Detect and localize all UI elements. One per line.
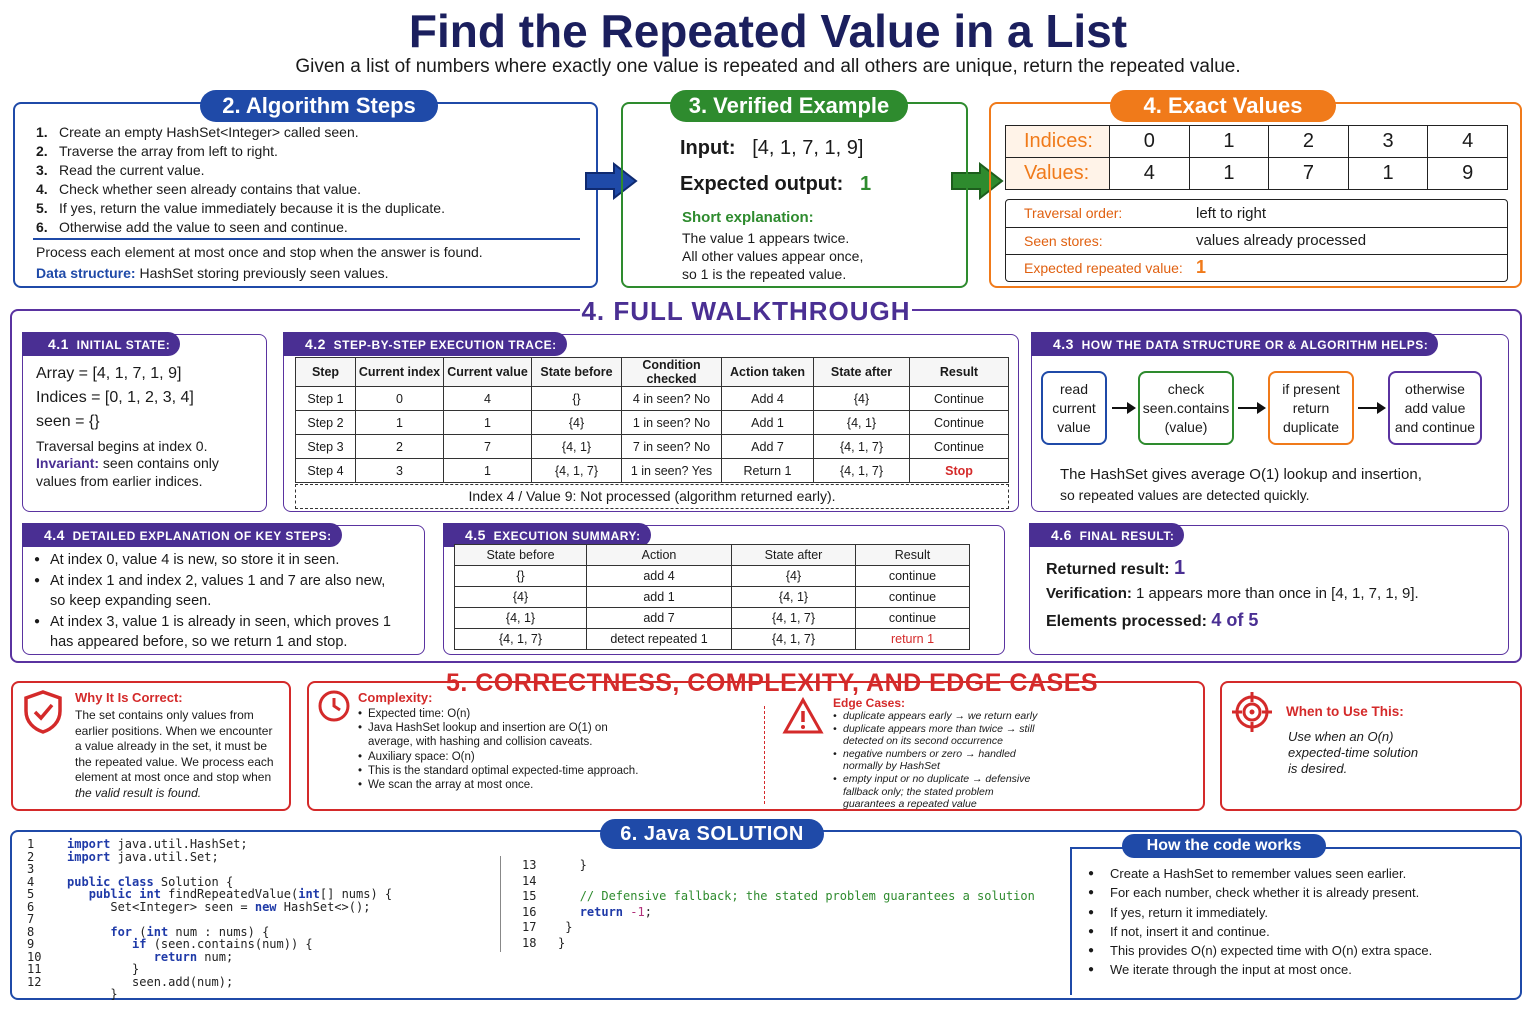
complexity-list: [358, 707, 650, 792]
complexity-title: Complexity:: [358, 690, 433, 705]
table-row: Step 1 0 4 {} 4 in seen? No Add 4 {4} Continue: [296, 387, 1009, 411]
values-label: Values:: [1006, 158, 1110, 190]
why-correct-text: The set contains only values from earlier positions. When we encounter a value already in the set, it must be the repeated value. We process each element at most once and stop when the valid result is found.: [75, 708, 274, 800]
list-item: ● For each number, check whether it is already present.: [1088, 883, 1508, 902]
list-item: • negative numbers or zero → handled normally by HashSet: [833, 748, 1048, 773]
table-row: {4, 1} add 7 {4, 1, 7} continue: [455, 608, 970, 629]
elements-processed: Elements processed: 4 of 5: [1046, 610, 1259, 630]
algorithm-note: Process each element at most once and stop when the answer is found.: [36, 244, 483, 260]
why-correct-title: Why It Is Correct:: [75, 690, 183, 705]
list-item: • We scan the array at most once.: [358, 778, 650, 792]
info-key: Seen stores:: [1006, 227, 1196, 254]
algorithm-step-list: [36, 123, 586, 237]
page-subtitle: Given a list of numbers where exactly one value is repeated and all others are unique, return the repeated value.: [295, 56, 1241, 77]
summary-tag: 4.5 EXECUTION SUMMARY:: [443, 523, 651, 547]
exact-values-table: [1005, 125, 1508, 190]
table-row: {4, 1, 7} detect repeated 1 {4, 1, 7} return 1: [455, 629, 970, 650]
table-row: Step 2 1 1 {4} 1 in seen? No Add 1 {4, 1} Continue: [296, 411, 1009, 435]
helps-tag: 4.3 HOW THE DATA STRUCTURE OR & ALGORITHM HELPS:: [1031, 332, 1438, 356]
helps-text: The HashSet gives average O(1) lookup and insertion, so repeated values are detected quickly.: [1060, 466, 1422, 503]
list-item: • This is the standard optimal expected-time approach.: [358, 764, 650, 778]
list-item: • empty input or no duplicate → defensive fallback only; the stated problem guarantees a repeated value: [833, 773, 1048, 811]
final-result-tag: 4.6 FINAL RESULT:: [1029, 523, 1184, 547]
code-divider: [500, 856, 501, 952]
value-cell: 1: [1348, 158, 1428, 190]
trace-header: State after: [814, 358, 910, 387]
list-item: ● This provides O(n) expected time with O(n) extra space.: [1088, 941, 1508, 960]
list-item: ● Create a HashSet to remember values seen earlier.: [1088, 864, 1508, 883]
detail-list: [34, 550, 394, 653]
warning-icon: [782, 697, 824, 735]
detail-tag: 4.4 DETAILED EXPLANATION OF KEY STEPS:: [22, 523, 342, 547]
list-item: ● At index 1 and index 2, values 1 and 7 are also new, so keep expanding seen.: [34, 571, 394, 612]
verified-example-heading: 3. Verified Example: [670, 90, 908, 122]
info-value: values already processed: [1196, 227, 1507, 254]
when-to-use-title: When to Use This:: [1286, 704, 1404, 719]
how-code-works-list: [1088, 864, 1508, 980]
returned-result: Returned result: 1: [1046, 557, 1186, 579]
value-cell: 1: [1189, 158, 1269, 190]
algorithm-step: 3. Read the current value.: [36, 162, 205, 178]
example-output: Expected output: 1: [680, 173, 872, 195]
trace-header: State before: [532, 358, 622, 387]
algorithm-step: 1. Create an empty HashSet<Integer> called seen.: [36, 124, 359, 140]
java-code-left: import java.util.HashSet; import java.util.Set; public class Solution { public int findRepeatedValue(int[] nums) { Set<Integer> seen = new HashSet<>(); for (int num : nums) { if (seen.contains(num)) { return num; } seen.add(num); }: [67, 837, 393, 1001]
list-item: • duplicate appears early → we return early: [833, 710, 1048, 723]
page-title: Find the Repeated Value in a List: [408, 5, 1128, 57]
when-to-use-text: Use when an O(n) expected-time solution is desired.: [1288, 729, 1419, 776]
trace-tag: 4.2 STEP-BY-STEP EXECUTION TRACE:: [283, 332, 567, 356]
flow-arrow: [1238, 407, 1264, 409]
index-cell: 2: [1269, 126, 1349, 158]
trace-header: Current index: [356, 358, 444, 387]
algorithm-step: 2. Traverse the array from left to right.: [36, 143, 278, 159]
info-value: 1: [1196, 257, 1207, 278]
index-cell: 0: [1110, 126, 1190, 158]
index-cell: 4: [1428, 126, 1508, 158]
java-solution-heading: 6. Java SOLUTION: [600, 819, 824, 849]
table-row: Step 3 2 7 {4, 1} 7 in seen? No Add 7 {4, 1, 7} Continue: [296, 435, 1009, 459]
exact-values-info: [1005, 199, 1508, 282]
value-cell: 4: [1110, 158, 1190, 190]
code-line-numbers: 1 2 3 4 5 6 7 8 9 10 11 12: [27, 837, 42, 989]
how-code-works-heading: How the code works: [1122, 834, 1326, 858]
flow-step-add: otherwise add value and continue: [1388, 371, 1482, 445]
algorithm-divider: [33, 238, 580, 240]
trace-header: Step: [296, 358, 356, 387]
info-key: Traversal order:: [1006, 200, 1196, 227]
example-explanation-label: Short explanation:: [682, 209, 814, 226]
trace-header: Action taken: [722, 358, 814, 387]
list-item: ● We iterate through the input at most once.: [1088, 960, 1508, 979]
list-item: • duplicate appears more than twice → still detected on its second occurrence: [833, 723, 1048, 748]
info-value: left to right: [1196, 200, 1507, 227]
algorithm-step: 4. Check whether seen already contains that value.: [36, 181, 361, 197]
list-item: ● At index 3, value 1 is already in seen, which proves 1 has appeared before, so we return 1 and stop.: [34, 612, 394, 653]
trace-header: Current value: [444, 358, 532, 387]
flow-step-read: read current value: [1041, 371, 1107, 445]
correctness-heading: 5. CORRECTNESS, COMPLEXITY, AND EDGE CASES: [445, 669, 1099, 697]
index-cell: 3: [1348, 126, 1428, 158]
summary-table: [454, 544, 970, 650]
trace-header: Result: [910, 358, 1009, 387]
example-input: Input: [4, 1, 7, 1, 9]: [680, 137, 864, 159]
code-line-numbers: 13 14 15 16 17 18: [522, 858, 537, 950]
table-row: {} add 4 {4} continue: [455, 566, 970, 587]
shield-check-icon: [22, 689, 64, 735]
table-row: {4} add 1 {4, 1} continue: [455, 587, 970, 608]
algorithm-step: 5. If yes, return the value immediately because it is the duplicate.: [36, 200, 445, 216]
flow-step-check: check seen.contains (value): [1138, 371, 1234, 445]
example-explanation: The value 1 appears twice. All other values appear once, so 1 is the repeated value.: [682, 230, 864, 282]
walkthrough-heading: 4. FULL WALKTHROUGH: [581, 296, 911, 326]
clock-icon: [317, 689, 351, 723]
verification: Verification: 1 appears more than once in [4, 1, 7, 1, 9].: [1046, 585, 1419, 602]
list-item: • Java HashSet lookup and insertion are O(1) on average, with hashing and collision caveats.: [358, 721, 650, 749]
complexity-divider: [764, 706, 765, 804]
summary-header: Action: [587, 545, 732, 566]
summary-header: State before: [455, 545, 587, 566]
summary-header: Result: [856, 545, 970, 566]
value-cell: 7: [1269, 158, 1349, 190]
flow-arrow: [1358, 407, 1384, 409]
invariant-note: Invariant: seen contains only values from earlier indices.: [36, 455, 219, 489]
flow-arrow: [1112, 407, 1134, 409]
exact-values-heading: 4. Exact Values: [1110, 90, 1336, 122]
java-code-right: } // Defensive fallback; the stated problem guarantees a solution return -1; } }: [558, 858, 1035, 950]
index-cell: 1: [1189, 126, 1269, 158]
list-item: ● If yes, return it immediately.: [1088, 903, 1508, 922]
value-cell: 9: [1428, 158, 1508, 190]
table-row: Step 4 3 1 {4, 1, 7} 1 in seen? Yes Return 1 {4, 1, 7} Stop: [296, 459, 1009, 483]
list-item: ● If not, insert it and continue.: [1088, 922, 1508, 941]
list-item: ● At index 0, value 4 is new, so store it in seen.: [34, 550, 394, 571]
trace-header: Condition checked: [622, 358, 722, 387]
trace-table: [295, 357, 1009, 483]
list-item: • Expected time: O(n): [358, 707, 650, 721]
target-icon: [1230, 690, 1274, 734]
flow-step-return: if present return duplicate: [1268, 371, 1354, 445]
initial-state-tag: 4.1 INITIAL STATE:: [22, 332, 180, 356]
initial-state-lines: Array = [4, 1, 7, 1, 9] Indices = [0, 1, 2, 3, 4] seen = {} Traversal begins at index 0.: [36, 365, 208, 454]
algorithm-steps-heading: 2. Algorithm Steps: [200, 90, 438, 122]
trace-note: Index 4 / Value 9: Not processed (algorithm returned early).: [295, 484, 1009, 509]
summary-header: State after: [732, 545, 856, 566]
algorithm-step: 6. Otherwise add the value to seen and continue.: [36, 219, 348, 235]
edge-cases-list: [833, 710, 1048, 811]
indices-label: Indices:: [1006, 126, 1110, 158]
list-item: • Auxiliary space: O(n): [358, 750, 650, 764]
algorithm-data-structure: Data structure: HashSet storing previously seen values.: [36, 265, 389, 281]
info-key: Expected repeated value:: [1024, 259, 1183, 276]
edge-cases-title: Edge Cases:: [833, 696, 906, 710]
